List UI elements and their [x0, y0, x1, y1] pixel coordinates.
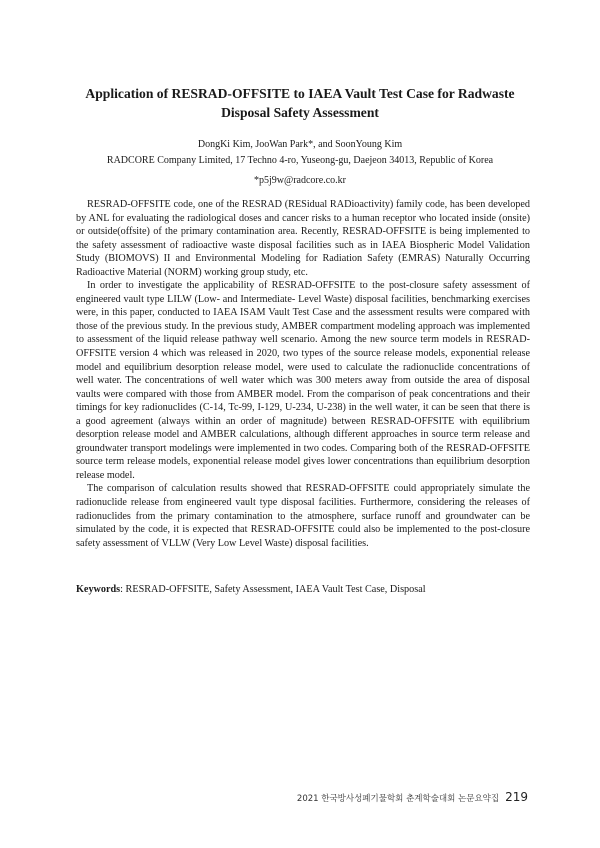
abstract-body	[76, 198, 530, 550]
proceedings-title: 2021 한국방사성폐기물학회 춘계학술대회 논문요약집	[296, 794, 500, 804]
page-footer	[297, 790, 528, 804]
author-list: DongKi Kim, JooWan Park*, and SoonYoung Kim	[197, 139, 403, 150]
affiliation: RADCORE Company Limited, 17 Techno 4-ro, Yuseong-gu, Daejeon 34013, Republic of Korea	[106, 155, 494, 166]
keywords-line	[76, 584, 530, 595]
keywords-value: RESRAD-OFFSITE, Safety Assessment, IAEA Vault Test Case, Disposal	[125, 584, 426, 595]
page-number: 219	[505, 790, 528, 804]
abstract-paragraph-3: The comparison of calculation results showed that RESRAD-OFFSITE could appropriately simulate the radionuclide release from engineered vault type disposal facilities. Furthermore, considering the releases of radionuclides from the primary contamination to the atmosphere, surface runoff and groundwater can be simulated by the code, it is expected that RESRAD-OFFSITE could also be implemented to the post-closure safety assessment of VLLW (Very Low Level Waste) disposal facilities.	[76, 483, 530, 549]
abstract-paragraph-2: In order to investigate the applicability of RESRAD-OFFSITE to the post-closure safety assessment of engineered vault type LILW (Low- and Intermediate- Level Waste) disposal facilities, benchmarking exercises were, in this paper, conducted to IAEA ISAM Vault Test Case and the assessment results were compared with those of the previous study. In the previous study, AMBER compartment modeling approach was implemented to assessment of the liquid release pathway well scenario. Among the new source term models in RESRAD-OFFSITE version 4 which was released in 2020, two types of the source release models, exponential release model and equilibrium desorption release model, were used to calculate the radionuclide concentrations of well water. The concentrations of well water which was 300 meters away from outside the area of disposal vaults were compared with those from AMBER model. From the comparison of peak concentrations and their timings for key radionuclides (C-14, Tc-99, I-129, U-234, U-238) in the well water, it can be seen that there is a good agreement (always within an order of magnitude) between RESRAD-OFFSITE with equilibrium desorption release model and AMBER calculations, although different approaches in source term release and groundwater transport modelings were implemented in two codes. Comparing both of the RESRAD-OFFSITE source term release models, exponential release model gives lower concentrations than equilibrium desorption release model.	[76, 280, 530, 481]
paper-title: Application of RESRAD-OFFSITE to IAEA Vault Test Case for Radwaste Disposal Safety Assessment	[85, 86, 515, 120]
corresponding-email: *p5j9w@radcore.co.kr	[254, 175, 346, 186]
abstract-paragraph-1: RESRAD-OFFSITE code, one of the RESRAD (RESidual RADioactivity) family code, has been developed by ANL for evaluating the radiological doses and cancer risks to a human receptor who located inside (onsite) or outside(offsite) of the primary contamination area. Recently, RESRAD-OFFSITE is being implemented to the safety assessment of radioactive waste disposal facilities such as in IAEA Biospheric Model Validation Study (BIOMOVS) II and Environmental Modeling for Radiation Safety (EMRAS) Naturally Occurring Radioactive Material (NORM) working group study, etc.	[76, 199, 530, 278]
keywords-separator: :	[120, 584, 126, 595]
keywords-label: Keywords	[76, 584, 121, 595]
